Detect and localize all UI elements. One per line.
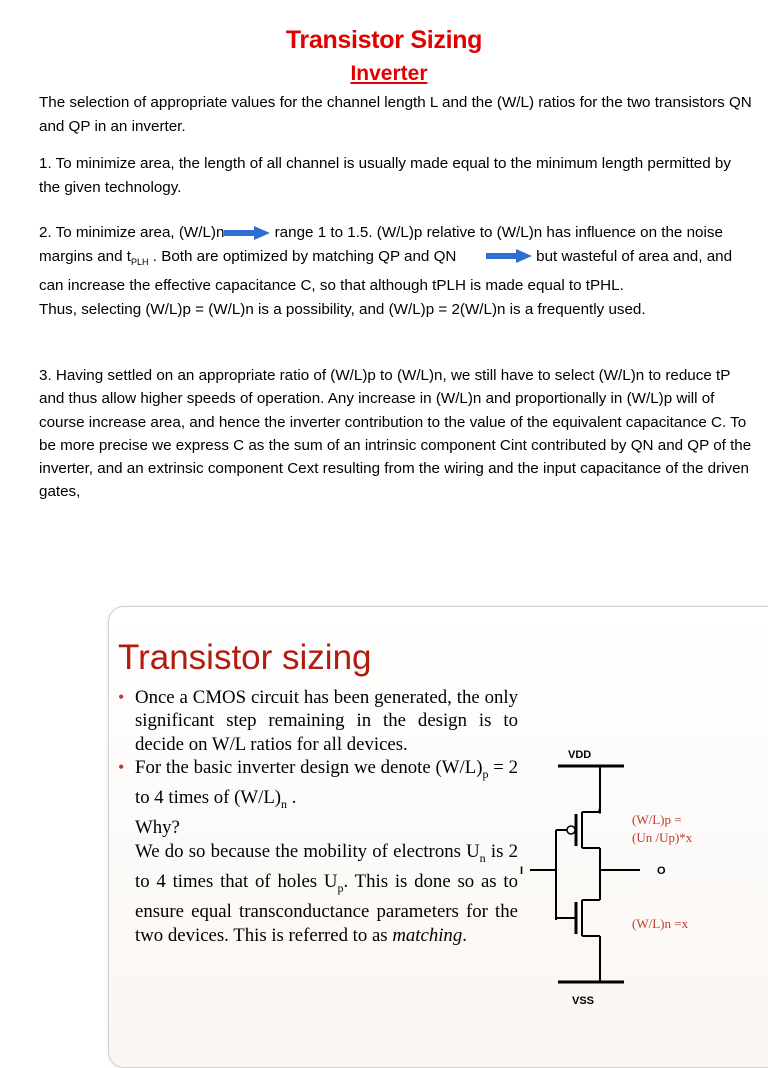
intro-paragraph: The selection of appropriate values for the channel length L and the (W/L) ratios for the two transistors QN and QP in an inverter. — [39, 94, 752, 135]
input-label: I — [520, 865, 524, 877]
bullet-dot-icon: • — [118, 687, 125, 707]
point-2-text-d: but wasteful of area and, and can increase the effective capacitance C, so that although tPLH is made equal to tPHL. — [39, 247, 733, 295]
slide-explanation — [118, 840, 518, 947]
point-3-paragraph: 3. Having settled on an appropriate ratio of (W/L)p to (W/L)n, we still have to select (W/L)n to reduce tP and thus allow higher speeds of operation. Any increase in (W/L)n and proportionally in (W/L)p will of course increase area, and hence the inverter contribution to the value of the equivalent capacitance C. To be more precise we express C as the sum of an intrinsic component Cint contributed by QN and QP of the inverter, and an extrinsic component Cext resulting from the wiring and the input capacitance of the driven gates, — [39, 367, 752, 501]
vdd-label: VDD — [568, 749, 592, 761]
wl-p-label-line1: (W/L)p = — [632, 812, 682, 827]
slide-expl-text-d: . — [462, 924, 467, 946]
slide-expl-sub-p: p — [337, 881, 344, 896]
slide-expl-emphasis: matching — [392, 924, 463, 946]
pmos-transistor — [567, 810, 600, 870]
wl-n-label: (W/L)n =x — [632, 916, 689, 931]
nmos-transistor — [556, 870, 600, 982]
output-label: O — [657, 865, 666, 877]
slide-expl-text-b: is 2 to 4 times that of holes U — [135, 840, 518, 893]
slide-why: Why? — [135, 817, 180, 839]
slide-bullet-2-text-a: For the basic inverter design we denote (W/L) — [135, 756, 483, 778]
point-2-text-c: . Both are optimized by matching QP and QN — [148, 247, 457, 265]
point-2-text-a: 2. To minimize area, (W/L)n — [39, 224, 225, 241]
wl-p-label-line2: (Un /Up)*x — [632, 830, 693, 845]
slide-bullet-2 — [118, 756, 518, 817]
point-1-paragraph: 1. To minimize area, the length of all channel is usually made equal to the minimum length permitted by the given technology. — [39, 155, 731, 196]
vss-label: VSS — [572, 995, 595, 1007]
arrow-right-icon — [486, 249, 532, 263]
slide-expl-text-c: . This is done so as to ensure equal transconductance parameters for the two devices. This is referred to as — [135, 871, 518, 946]
slide-expl-sub-n: n — [479, 850, 486, 865]
point-2-subscript: PLH — [131, 256, 149, 267]
point-2-text-e: Thus, selecting (W/L)p = (W/L)n is a possibility, and (W/L)p = 2(W/L)n is a frequently used. — [39, 300, 646, 318]
bullet-dot-icon: • — [118, 756, 125, 777]
point-2-paragraph — [39, 221, 754, 321]
slide-body — [118, 686, 518, 947]
cmos-inverter-schematic — [520, 740, 760, 1010]
section-subtitle: Inverter — [350, 62, 428, 85]
point-2-text-b: range 1 to 1.5. (W/L)p relative to (W/L)n has influence on the noise margins and t — [39, 224, 723, 265]
slide-title: Transistor sizing — [118, 638, 372, 677]
slide-expl-text-a: We do so because the mobility of electrons U — [135, 840, 480, 862]
slide-bullet-2-text-b: = 2 to 4 times of (W/L) — [135, 756, 519, 809]
arrow-right-icon — [224, 226, 270, 240]
slide-bullet-2-text-c: . — [287, 787, 297, 809]
slide-bullet-1-text: Once a CMOS circuit has been generated, the only significant step remaining in the design is to decide on W/L ratios for all devices. — [135, 687, 518, 755]
slide-bullet-2-sub-p: p — [482, 766, 489, 781]
slide-bullet-1 — [118, 686, 518, 756]
slide-bullet-2-sub-n: n — [281, 797, 288, 812]
page-title: Transistor Sizing — [285, 26, 483, 54]
